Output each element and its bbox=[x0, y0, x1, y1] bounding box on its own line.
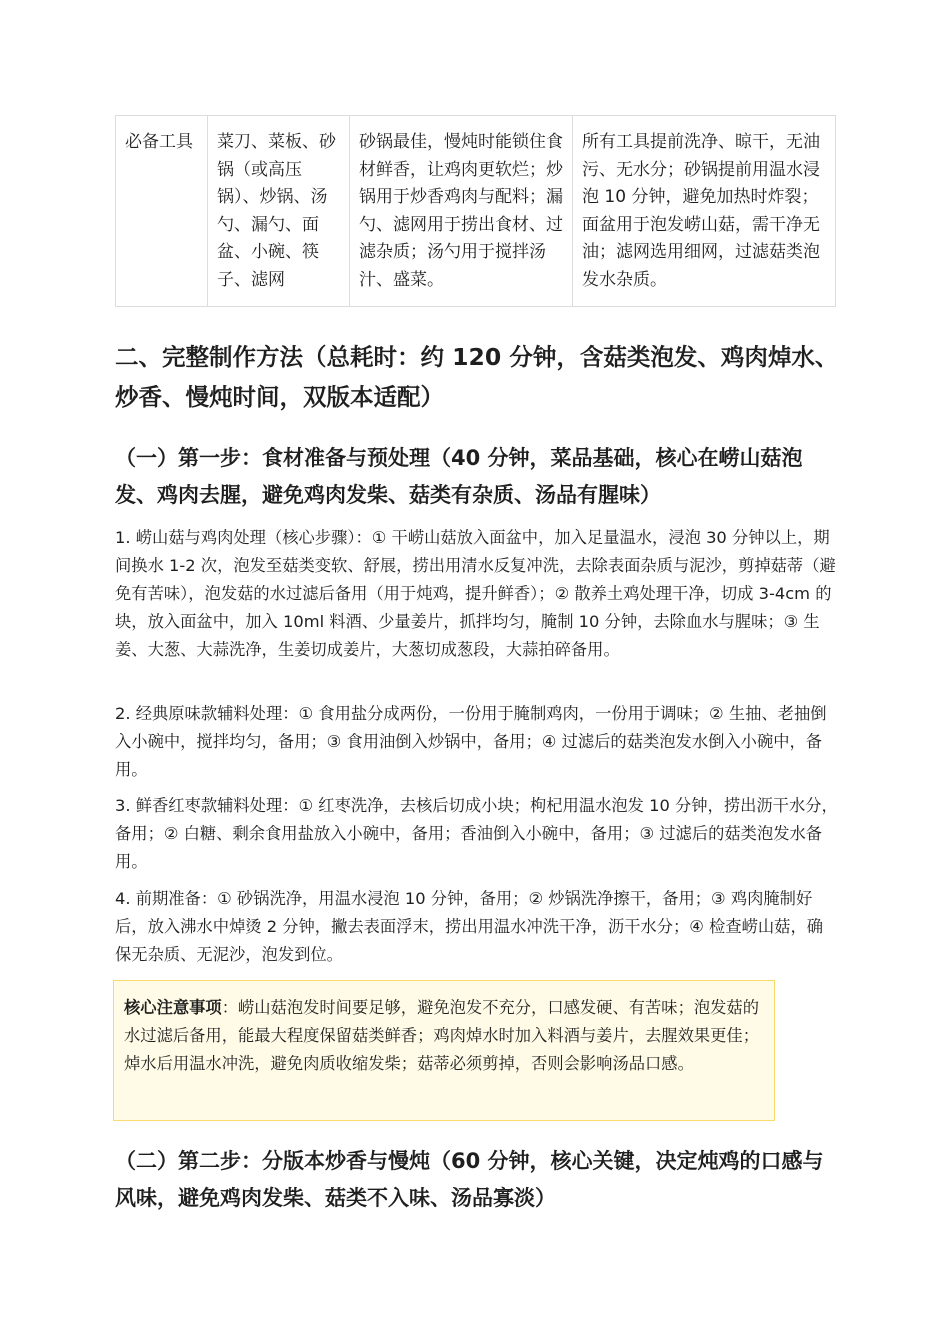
note-text: ：崂山菇泡发时间要足够，避免泡发不充分，口感发硬、有苦味；泡发菇的水过滤后备用，能最大程度保留菇类鲜香；鸡肉焯水时加入料酒与姜片，去腥效果更佳；焯水后用温水冲洗，避免肉质收缩发柴；菇蒂必须剪掉，否则会影响汤品口感。 bbox=[124, 998, 759, 1073]
tools-table bbox=[115, 115, 836, 307]
section-heading: 二、完整制作方法（总耗时：约 120 分钟，含菇类泡发、鸡肉焯水、炒香、慢炖时间，双版本适配） bbox=[115, 343, 839, 411]
step1-paragraph-1: 1. 崂山菇与鸡肉处理（核心步骤）：① 干崂山菇放入面盆中，加入足量温水，浸泡 30 分钟以上，期间换水 1-2 次，泡发至菇类变软、舒展，捞出用清水反复冲洗，去除表面杂质与泥沙，剪掉菇蒂（避免有苦味），泡发菇的水过滤后备用（用于炖鸡，提升鲜香）；② 散养土鸡处理干净，切成 3-4cm 的块，放入面盆中，加入 10ml 料酒、少量姜片，抓拌均匀，腌制 10 分钟，去除血水与腥味；③ 生姜、大葱、大蒜洗净，生姜切成姜片，大葱切成葱段，大蒜拍碎备用。 bbox=[115, 528, 836, 659]
key-notes-callout bbox=[113, 980, 775, 1121]
note-label: 核心注意事项 bbox=[124, 998, 222, 1017]
step1-heading: （一）第一步：食材准备与预处理（40 分钟，菜品基础，核心在崂山菇泡发、鸡肉去腥，避免鸡肉发柴、菇类有杂质、汤品有腥味） bbox=[115, 446, 803, 507]
tools-items-cell: 菜刀、菜板、砂锅（或高压锅）、炒锅、汤勺、漏勺、面盆、小碗、筷子、滤网 bbox=[208, 116, 350, 307]
step1-paragraph-3: 3. 鲜香红枣款辅料处理：① 红枣洗净，去核后切成小块；枸杞用温水泡发 10 分钟，捞出沥干水分，备用；② 白糖、剩余食用盐放入小碗中，备用；香油倒入小碗中，备用；③ 过滤后的菇类泡发水备用。 bbox=[115, 796, 838, 871]
table-row bbox=[116, 116, 836, 307]
tools-notes-cell: 所有工具提前洗净、晾干，无油污、无水分；砂锅提前用温水浸泡 10 分钟，避免加热时炸裂；面盆用于泡发崂山菇，需干净无油；滤网选用细网，过滤菇类泡发水杂质。 bbox=[573, 116, 836, 307]
step2-heading: （二）第二步：分版本炒香与慢炖（60 分钟，核心关键，决定炖鸡的口感与风味，避免鸡肉发柴、菇类不入味、汤品寡淡） bbox=[115, 1149, 824, 1210]
tools-label-cell: 必备工具 bbox=[116, 116, 208, 307]
step1-paragraph-2: 2. 经典原味款辅料处理：① 食用盐分成两份，一份用于腌制鸡肉，一份用于调味；② 生抽、老抽倒入小碗中，搅拌均匀，备用；③ 食用油倒入炒锅中，备用；④ 过滤后的菇类泡发水倒入小碗中，备用。 bbox=[115, 704, 827, 779]
step1-paragraph-4: 4. 前期准备：① 砂锅洗净，用温水浸泡 10 分钟，备用；② 炒锅洗净擦干，备用；③ 鸡肉腌制好后，放入沸水中焯烫 2 分钟，撇去表面浮末，捞出用温水冲洗干净，沥干水分；④ 检查崂山菇，确保无杂质、无泥沙，泡发到位。 bbox=[115, 889, 824, 964]
tools-purpose-cell: 砂锅最佳，慢炖时能锁住食材鲜香，让鸡肉更软烂；炒锅用于炒香鸡肉与配料；漏勺、滤网用于捞出食材、过滤杂质；汤勺用于搅拌汤汁、盛菜。 bbox=[350, 116, 573, 307]
